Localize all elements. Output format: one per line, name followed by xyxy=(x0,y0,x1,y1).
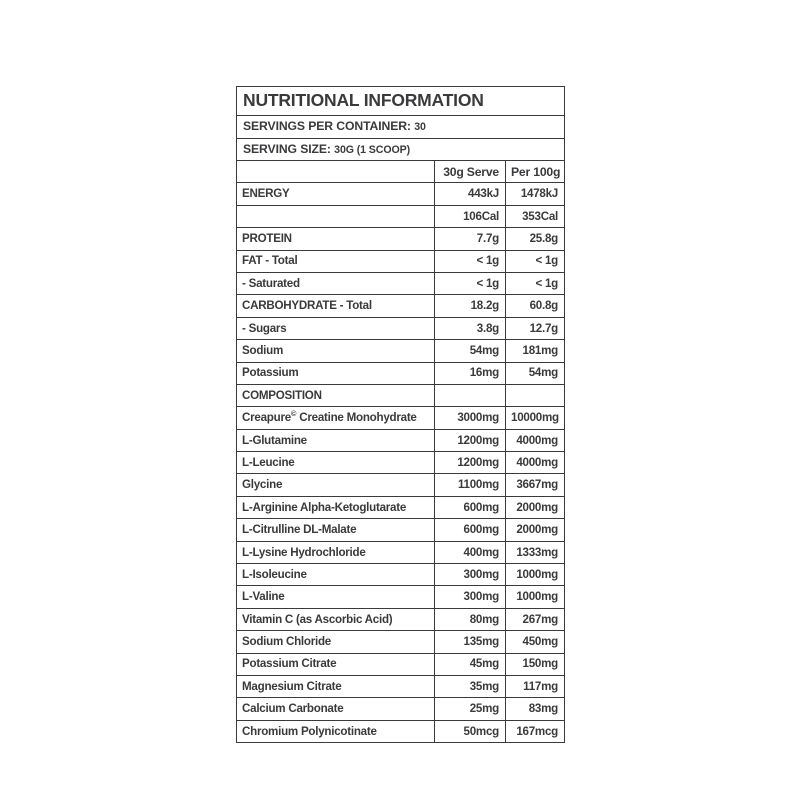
row-value-serve: 50mcg xyxy=(435,720,506,742)
row-value-serve: 54mg xyxy=(435,340,506,362)
row-label: L-Lysine Hydrochloride xyxy=(237,541,435,563)
table-row xyxy=(237,698,565,720)
servings-per-container-value: 30 xyxy=(414,121,426,134)
creapure-rest: Creatine Monohydrate xyxy=(296,411,417,425)
table-row xyxy=(237,631,565,653)
row-value-serve: 600mg xyxy=(435,496,506,518)
row-value-per100: 353Cal xyxy=(506,205,565,227)
serving-size xyxy=(237,138,565,161)
table-row xyxy=(237,205,565,227)
column-header-blank xyxy=(237,161,435,183)
row-label: PROTEIN xyxy=(237,228,435,250)
row-value-serve: 106Cal xyxy=(435,205,506,227)
row-value-serve: 600mg xyxy=(435,519,506,541)
row-label xyxy=(237,205,435,227)
row-value-serve: 35mg xyxy=(435,675,506,697)
row-value-per100: 25.8g xyxy=(506,228,565,250)
row-value-per100: 150mg xyxy=(506,653,565,675)
row-value-serve: 300mg xyxy=(435,586,506,608)
row-value-per100: 267mg xyxy=(506,608,565,630)
serving-size-value: 30G (1 SCOOP) xyxy=(334,143,410,156)
table-row xyxy=(237,295,565,317)
serving-size-label: SERVING SIZE: xyxy=(243,141,331,156)
table-row xyxy=(237,272,565,294)
row-value-serve: 1200mg xyxy=(435,452,506,474)
table-row xyxy=(237,384,565,406)
table-row xyxy=(237,519,565,541)
table-row xyxy=(237,429,565,451)
row-label: Glycine xyxy=(237,474,435,496)
table-row xyxy=(237,496,565,518)
row-value-serve: < 1g xyxy=(435,272,506,294)
nutrition-table xyxy=(236,86,565,743)
row-value-per100: 1000mg xyxy=(506,564,565,586)
serving-size-row xyxy=(237,138,565,161)
row-value-per100: 4000mg xyxy=(506,429,565,451)
row-value-per100: 60.8g xyxy=(506,295,565,317)
row-label: - Saturated xyxy=(237,272,435,294)
row-label: Magnesium Citrate xyxy=(237,675,435,697)
panel-title-row xyxy=(237,87,565,116)
table-row xyxy=(237,474,565,496)
row-value-per100: 181mg xyxy=(506,340,565,362)
row-label: L-Glutamine xyxy=(237,429,435,451)
table-row xyxy=(237,720,565,742)
panel-title: NUTRITIONAL INFORMATION xyxy=(237,87,565,116)
row-value-per100: 2000mg xyxy=(506,496,565,518)
table-row xyxy=(237,564,565,586)
row-value-serve: 25mg xyxy=(435,698,506,720)
row-value-per100 xyxy=(506,384,565,406)
row-label: COMPOSITION xyxy=(237,384,435,406)
row-label: - Sugars xyxy=(237,317,435,339)
table-row xyxy=(237,317,565,339)
row-label: L-Valine xyxy=(237,586,435,608)
row-value-per100: 167mcg xyxy=(506,720,565,742)
row-value-serve: 1200mg xyxy=(435,429,506,451)
row-value-per100: < 1g xyxy=(506,250,565,272)
row-value-per100: 3667mg xyxy=(506,474,565,496)
row-value-serve: 3000mg xyxy=(435,407,506,429)
servings-per-container xyxy=(237,116,565,139)
row-value-serve xyxy=(435,384,506,406)
row-value-serve: 7.7g xyxy=(435,228,506,250)
column-header-per100: Per 100g xyxy=(506,161,565,183)
row-value-per100: 10000mg xyxy=(506,407,565,429)
row-value-per100: 1333mg xyxy=(506,541,565,563)
row-value-per100: 1000mg xyxy=(506,586,565,608)
row-label: CARBOHYDRATE - Total xyxy=(237,295,435,317)
row-label: L-Leucine xyxy=(237,452,435,474)
table-row xyxy=(237,675,565,697)
servings-per-container-row xyxy=(237,116,565,139)
table-row xyxy=(237,586,565,608)
row-value-serve: 135mg xyxy=(435,631,506,653)
row-value-per100: 12.7g xyxy=(506,317,565,339)
table-row xyxy=(237,183,565,205)
row-value-serve: 400mg xyxy=(435,541,506,563)
row-value-per100: < 1g xyxy=(506,272,565,294)
table-row xyxy=(237,250,565,272)
row-value-per100: 1478kJ xyxy=(506,183,565,205)
table-row xyxy=(237,228,565,250)
table-row xyxy=(237,407,565,429)
table-row xyxy=(237,653,565,675)
row-label: ENERGY xyxy=(237,183,435,205)
row-value-serve: 16mg xyxy=(435,362,506,384)
row-value-per100: 4000mg xyxy=(506,452,565,474)
row-label: Sodium Chloride xyxy=(237,631,435,653)
row-label: L-Citrulline DL-Malate xyxy=(237,519,435,541)
row-label: Vitamin C (as Ascorbic Acid) xyxy=(237,608,435,630)
row-label: Potassium Citrate xyxy=(237,653,435,675)
row-value-per100: 2000mg xyxy=(506,519,565,541)
table-row xyxy=(237,452,565,474)
row-value-per100: 54mg xyxy=(506,362,565,384)
row-value-per100: 117mg xyxy=(506,675,565,697)
row-value-per100: 83mg xyxy=(506,698,565,720)
row-value-serve: 80mg xyxy=(435,608,506,630)
row-label: Sodium xyxy=(237,340,435,362)
column-header-serve: 30g Serve xyxy=(435,161,506,183)
row-label: L-Arginine Alpha-Ketoglutarate xyxy=(237,496,435,518)
table-row xyxy=(237,608,565,630)
row-value-per100: 450mg xyxy=(506,631,565,653)
row-value-serve: < 1g xyxy=(435,250,506,272)
copyright-icon: © xyxy=(290,409,297,419)
row-value-serve: 443kJ xyxy=(435,183,506,205)
row-label: Calcium Carbonate xyxy=(237,698,435,720)
servings-per-container-label: SERVINGS PER CONTAINER: xyxy=(243,119,411,134)
row-label: FAT - Total xyxy=(237,250,435,272)
table-row xyxy=(237,362,565,384)
column-header-row xyxy=(237,161,565,183)
row-value-serve: 300mg xyxy=(435,564,506,586)
row-value-serve: 45mg xyxy=(435,653,506,675)
row-label: Chromium Polynicotinate xyxy=(237,720,435,742)
table-row xyxy=(237,541,565,563)
row-value-serve: 18.2g xyxy=(435,295,506,317)
row-value-serve: 1100mg xyxy=(435,474,506,496)
table-row xyxy=(237,340,565,362)
row-label xyxy=(237,407,435,429)
row-value-serve: 3.8g xyxy=(435,317,506,339)
row-label: Potassium xyxy=(237,362,435,384)
row-label: L-Isoleucine xyxy=(237,564,435,586)
creapure-brand: Creapure xyxy=(242,411,291,425)
nutrition-panel xyxy=(236,86,564,743)
nutrition-table-body xyxy=(237,87,565,743)
